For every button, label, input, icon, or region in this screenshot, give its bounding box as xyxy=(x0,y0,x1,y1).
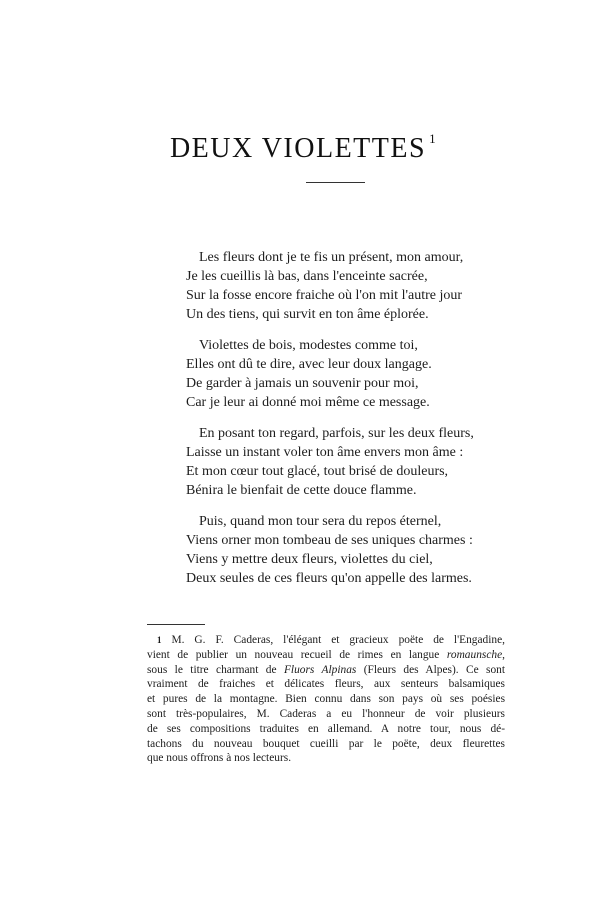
footnote-reference: 1 xyxy=(429,131,438,146)
stanza-4 xyxy=(186,512,526,588)
footnote-divider xyxy=(147,624,205,625)
footnote-line: tachons du nouveau bouquet cueilli par le poëte, deux fleurettes xyxy=(147,737,505,750)
poem-body xyxy=(186,248,526,600)
poem-title-text: DEUX VIOLETTES xyxy=(169,133,427,164)
verse-line: Laisse un instant voler ton âme envers mon âme : xyxy=(186,445,464,460)
stanza-1 xyxy=(186,248,526,324)
verse-line: Viens orner mon tombeau de ses uniques charmes : xyxy=(186,533,473,548)
footnote-line: que nous offrons à nos lecteurs. xyxy=(147,752,292,765)
verse-line: En posant ton regard, parfois, sur les deux fleurs, xyxy=(199,426,474,441)
verse-line: Elles ont dû te dire, avec leur doux langage. xyxy=(186,357,432,372)
footnote-line: sous le titre charmant de Fluors Alpinas (Fleurs des Alpes). Ce sont xyxy=(147,663,506,676)
footnote-line: vient de publier un nouveau recueil de rimes en langue romaunsche, xyxy=(147,648,505,661)
footnote-marker: 1 xyxy=(157,635,162,645)
verse-line: Je les cueillis là bas, dans l'enceinte sacrée, xyxy=(186,269,428,284)
verse-line: Et mon cœur tout glacé, tout brisé de douleurs, xyxy=(186,464,449,479)
verse-line: Bénira le bienfait de cette douce flamme. xyxy=(186,483,417,498)
footnote-line: et pures de la montagne. Bien connu dans son pays où ses poésies xyxy=(147,693,505,706)
verse-line: Car je leur ai donné moi même ce message. xyxy=(186,395,430,410)
verse-line: Sur la fosse encore fraiche où l'on mit l'autre jour xyxy=(186,288,463,303)
verse-line: Un des tiens, qui survit en ton âme éplorée. xyxy=(186,307,429,322)
verse-line: Deux seules de ces fleurs qu'on appelle des larmes. xyxy=(186,571,472,586)
stanza-2 xyxy=(186,336,526,412)
footnote-line: vraiment de fraiches et délicates fleurs, aux senteurs balsamiques xyxy=(147,678,505,691)
footnote-line: $^1$ M. G. F. Caderas, l'élégant et gracieux poëte de l'Engadine, xyxy=(157,634,505,646)
verse-line: De garder à jamais un souvenir pour moi, xyxy=(186,376,419,391)
verse-line: Violettes de bois, modestes comme toi, xyxy=(199,338,418,353)
verse-line: Puis, quand mon tour sera du repos éternel, xyxy=(199,514,442,529)
stanza-3 xyxy=(186,424,526,500)
footnote xyxy=(147,633,505,766)
verse-line: Les fleurs dont je te fis un présent, mon amour, xyxy=(199,250,464,265)
footnote-line: sont très-populaires, M. Caderas a eu l'honneur de voir plusieurs xyxy=(147,707,505,720)
footnote-line: de ses compositions traduites en allemand. A notre tour, nous dé- xyxy=(147,722,505,735)
verse-line: Viens y mettre deux fleurs, violettes du ciel, xyxy=(186,552,433,567)
title-divider xyxy=(306,182,365,183)
poem-title xyxy=(0,133,604,165)
